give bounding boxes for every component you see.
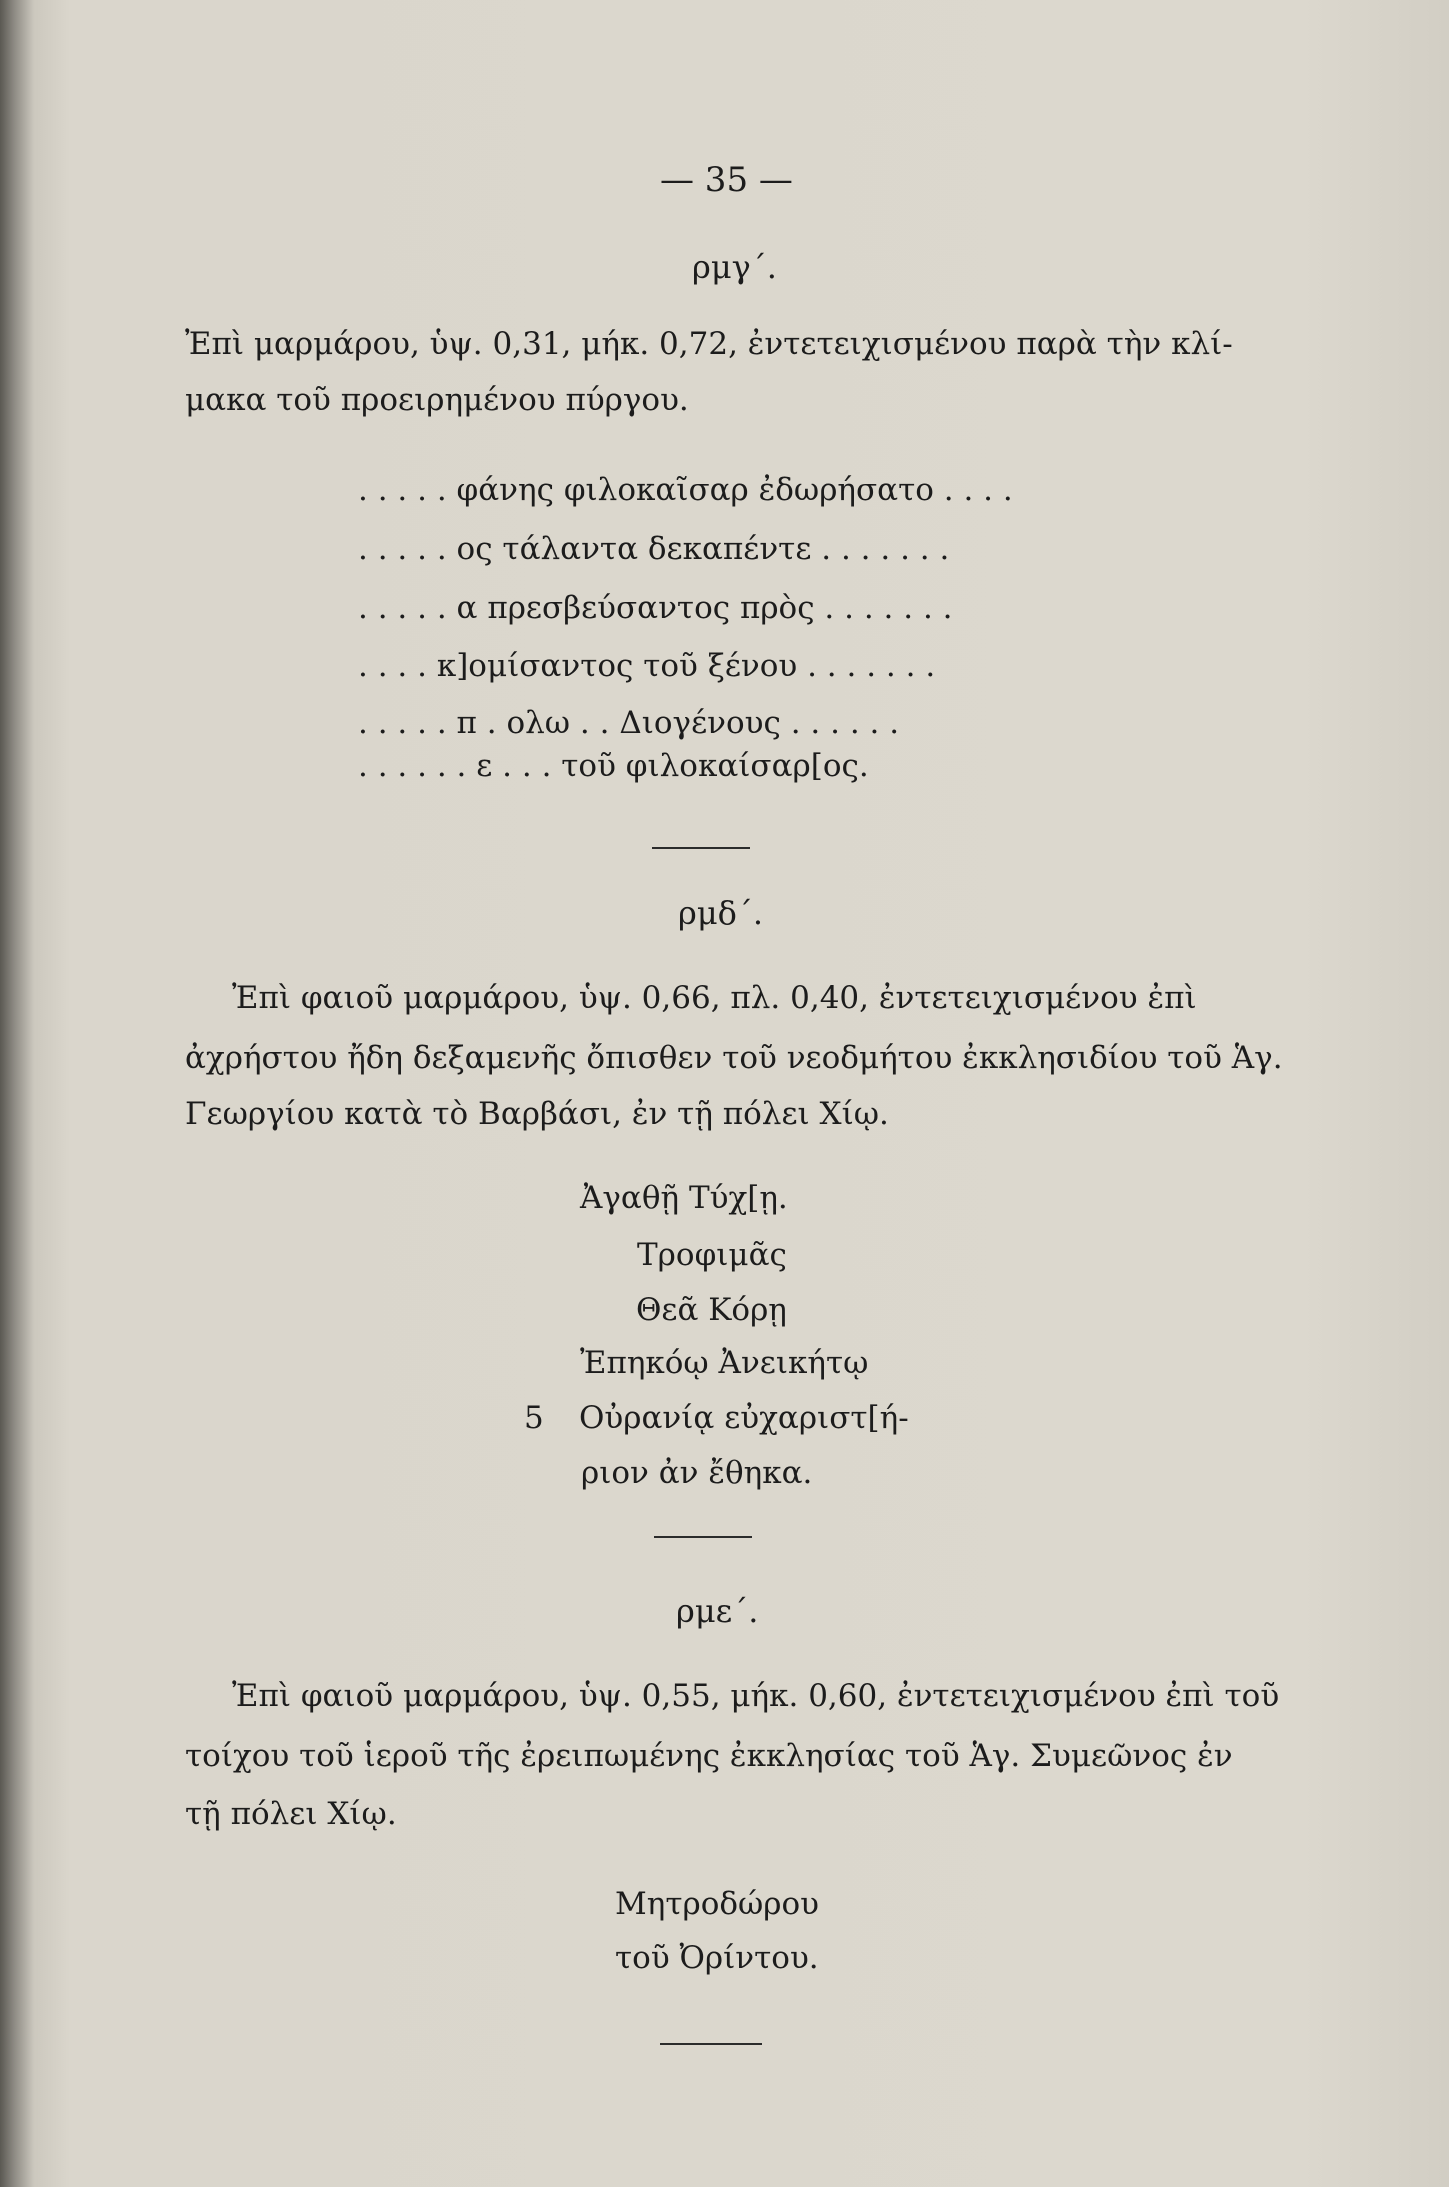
section-144-description-line-1: Ἐπὶ φαιοῦ μαρμάρου, ὑψ. 0,66, πλ. 0,40, ἐντετειχισμένου ἐπὶ xyxy=(232,980,1197,1016)
section-143-description-line-2: μακα τοῦ προειρημένου πύργου. xyxy=(185,382,689,418)
fragment-line-6: . . . . . . ε . . . τοῦ φιλοκαίσαρ[ος. xyxy=(358,748,869,784)
section-144-description-line-2: ἀχρήστου ἤδη δεξαμενῆς ὄπισθεν τοῦ νεοδμήτου ἐκκλησιδίου τοῦ Ἁγ. xyxy=(185,1040,1283,1076)
inscription-line-3: Θεᾶ Κόρῃ xyxy=(636,1292,787,1328)
section-145-description-line-1: Ἐπὶ φαιοῦ μαρμάρου, ὑψ. 0,55, μήκ. 0,60, ἐντετειχισμένου ἐπὶ τοῦ xyxy=(232,1678,1280,1714)
section-heading-143: ρμγ΄. xyxy=(692,248,777,286)
page-spine-shadow xyxy=(0,0,30,2187)
section-divider xyxy=(660,2043,762,2045)
section-143-description-line-1: Ἐπὶ μαρμάρου, ὑψ. 0,31, μήκ. 0,72, ἐντετειχισμένου παρὰ τὴν κλί- xyxy=(185,326,1233,362)
fragment-line-5: . . . . . π . ολω . . Διογένους . . . . . . xyxy=(358,705,900,741)
section-heading-144: ρμδ΄. xyxy=(678,894,764,932)
fragment-line-1: . . . . . φάνης φιλοκαῖσαρ ἐδωρήσατο . . . . xyxy=(358,472,1013,508)
section-divider xyxy=(654,1536,752,1538)
inscription-line-5: Οὐρανίᾳ εὐχαριστ[ή- xyxy=(579,1400,909,1436)
inscription-line-2: τοῦ Ὀρίντου. xyxy=(615,1940,819,1976)
inscription-line-2: Τροφιμᾶς xyxy=(637,1237,787,1273)
page-number: — 35 — xyxy=(660,160,793,200)
fragment-line-2: . . . . . ος τάλαντα δεκαπέντε . . . . . . . xyxy=(358,531,950,567)
section-divider xyxy=(652,847,750,849)
section-145-description-line-2: τοίχου τοῦ ἱεροῦ τῆς ἐρειπωμένης ἐκκλησίας τοῦ Ἁγ. Συμεῶνος ἐν xyxy=(185,1738,1233,1774)
section-heading-145: ρμε΄. xyxy=(676,1592,759,1630)
inscription-line-4: Ἐπηκόῳ Ἀνεικήτῳ xyxy=(580,1345,869,1381)
inscription-line-1: Ἀγαθῇ Τύχ[ῃ. xyxy=(580,1180,788,1216)
inscription-line-6: ριον ἀν ἔθηκα. xyxy=(581,1455,813,1491)
fragment-line-4: . . . . κ]ομίσαντος τοῦ ξένου . . . . . . . xyxy=(358,648,936,684)
fragment-line-3: . . . . . α πρεσβεύσαντος πρὸς . . . . . . . xyxy=(358,590,953,626)
inscription-line-1: Μητροδώρου xyxy=(615,1886,820,1922)
section-144-description-line-3: Γεωργίου κατὰ τὸ Βαρβάσι, ἐν τῇ πόλει Χίῳ. xyxy=(185,1096,889,1132)
inscription-line-number: 5 xyxy=(524,1400,544,1436)
section-145-description-line-3: τῇ πόλει Χίῳ. xyxy=(185,1796,397,1832)
